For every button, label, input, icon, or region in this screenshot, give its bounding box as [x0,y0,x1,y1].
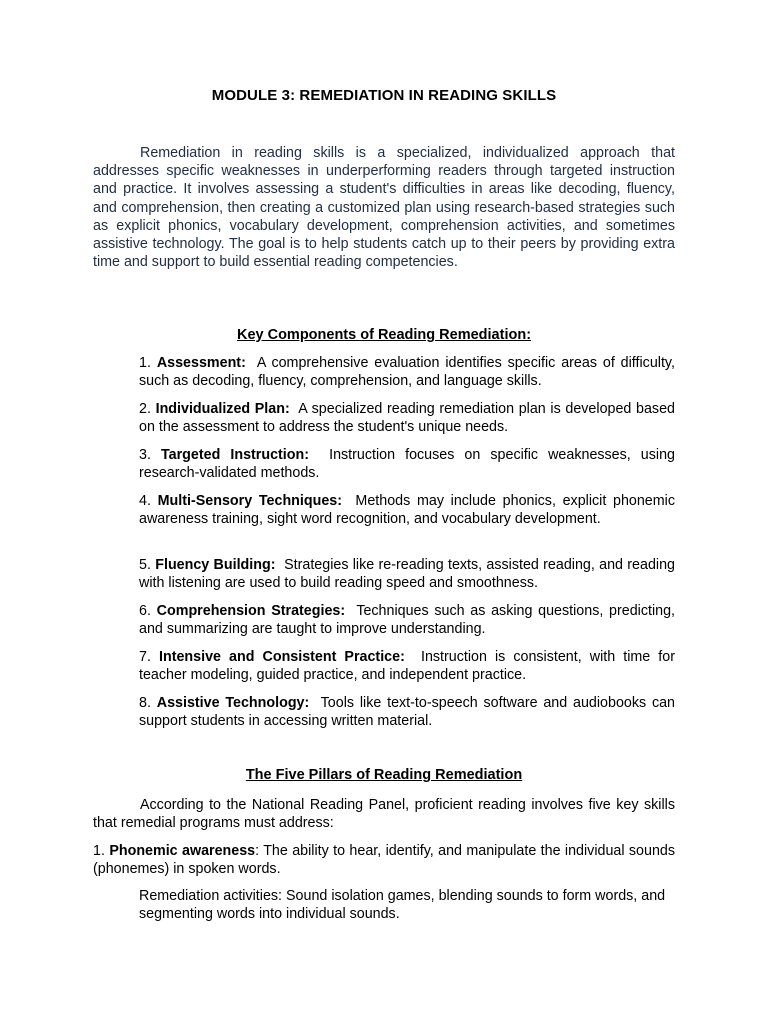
item-text: Strategies like re-reading texts, assisted reading, and reading with listening are used to build reading speed and smoothness. [139,557,675,592]
item-number: 1. [139,355,151,371]
item-text: Techniques such as asking questions, predicting, and summarizing are taught to improve understanding. [139,603,676,638]
component-item [139,694,675,730]
component-item [139,354,675,390]
item-text: Instruction focuses on specific weaknesses, using research-validated methods. [139,447,675,482]
item-term: Multi-Sensory Techniques: [157,493,343,509]
component-item [139,556,675,592]
item-term: Fluency Building: [155,557,276,573]
pillar-term: Phonemic awareness [109,843,256,859]
item-term: Comprehension Strategies: [156,603,346,619]
component-item [139,446,675,482]
pillars-heading: The Five Pillars of Reading Remediation [245,767,523,783]
item-text: A comprehensive evaluation identifies specific areas of difficulty, such as decoding, fluency, comprehension, and language skills. [139,355,675,390]
item-number: 4. [139,493,151,509]
item-term: Assessment: [156,355,246,371]
components-heading: Key Components of Reading Remediation: [236,327,532,343]
component-item [139,400,675,436]
pillar-number: 1. [93,843,105,859]
component-item [139,602,675,638]
pillars-intro: According to the National Reading Panel, proficient reading involves five key skills that remedial programs must address: [93,797,675,832]
item-text: Instruction is consistent, with time for teacher modeling, guided practice, and independent practice. [139,649,675,684]
item-text: Methods may include phonics, explicit phonemic awareness training, sight word recognition, and vocabulary development. [139,493,675,528]
item-term: Intensive and Consistent Practice: [159,649,405,665]
component-item [139,492,675,528]
item-text: Tools like text-to-speech software and audiobooks can support students in accessing written material. [139,695,676,730]
item-text: A specialized reading remediation plan is developed based on the assessment to address the student's unique needs. [139,401,675,436]
intro-paragraph: Remediation in reading skills is a specialized, individualized approach that addresses specific weaknesses in underperforming readers through targeted instruction and practice. It involves assessing a student's difficulties in areas like decoding, fluency, and comprehension, then creating a customized plan using research-based strategies such as explicit phonics, vocabulary development, comprehension activities, and sometimes assistive technology. The goal is to help students catch up to their peers by providing extra time and support to build essential reading competencies. [93,145,675,271]
item-term: Targeted Instruction: [161,447,309,463]
item-number: 3. [139,447,151,463]
item-term: Assistive Technology: [156,695,310,711]
item-number: 7. [139,649,151,665]
module-title: MODULE 3: REMEDIATION IN READING SKILLS [211,87,557,104]
item-term: Individualized Plan: [155,401,290,417]
pillar-item [93,842,675,878]
item-number: 2. [139,401,151,417]
item-number: 6. [139,603,151,619]
item-number: 8. [139,695,151,711]
pillar-text: : The ability to hear, identify, and manipulate the individual sounds (phonemes) in spoken words. [93,843,675,878]
item-number: 5. [139,557,151,573]
component-item [139,648,675,684]
pillar-activities: Remediation activities: Sound isolation games, blending sounds to form words, and segmenting words into individual sounds. [139,888,666,923]
